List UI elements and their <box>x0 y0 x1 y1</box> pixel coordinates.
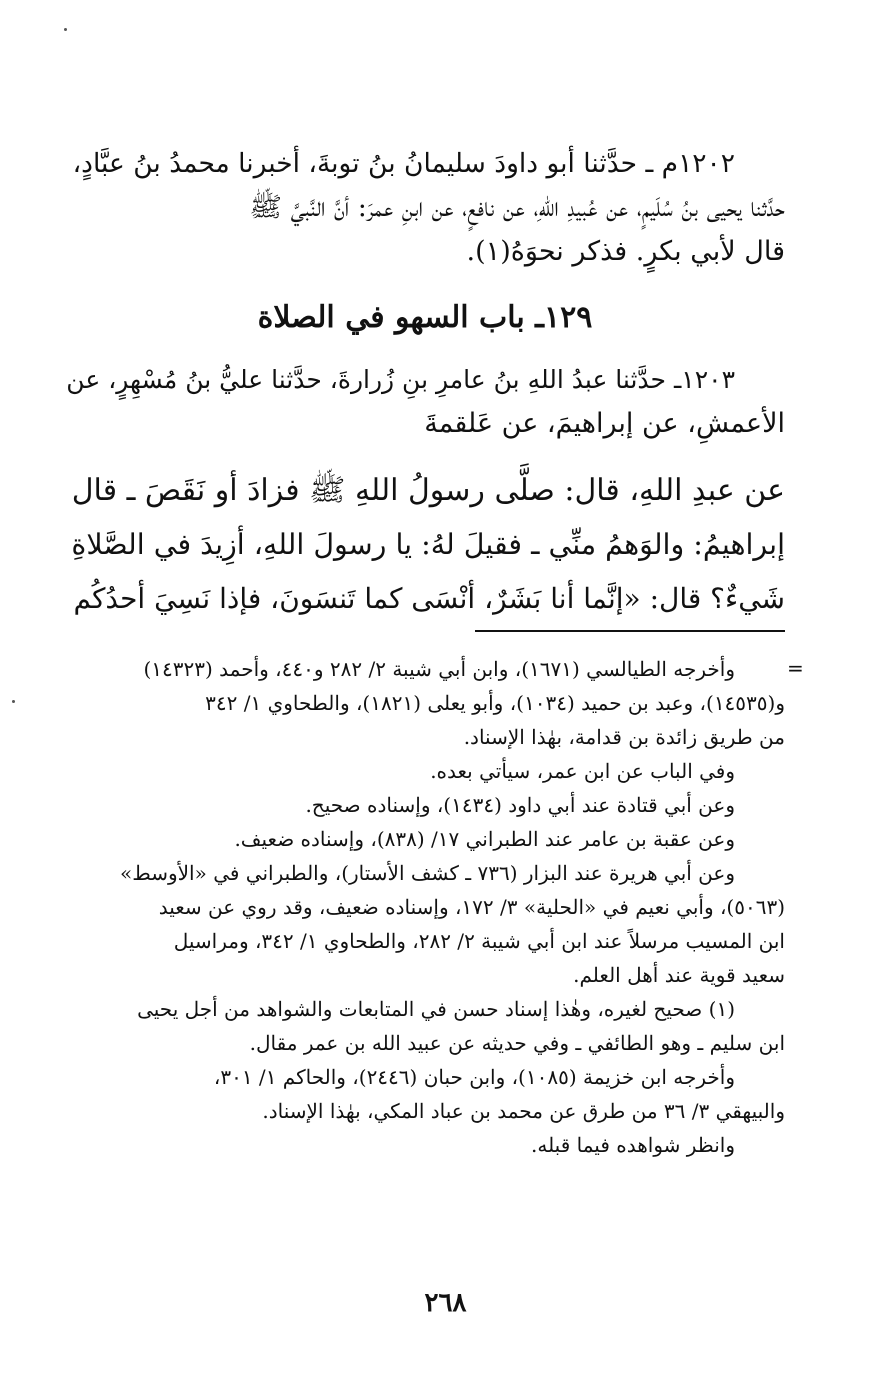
text-line: عن عبدِ اللهِ، قال: صلَّى رسولُ اللهِ ﷺ فزادَ أو نَقَصَ ـ قال <box>71 473 785 508</box>
footnotes <box>70 652 785 1162</box>
footnote-line: والبيهقي ٣/ ٣٦ من طرق عن محمد بن عباد المكي، بهٰذا الإسناد. <box>262 1099 785 1123</box>
footnote-paragraph <box>70 856 785 992</box>
chapter-heading: ١٢٩ـ باب السهو في الصلاة <box>257 300 593 335</box>
footnote-paragraph <box>70 1060 785 1128</box>
footnote-line: وعن أبي قتادة عند أبي داود (١٤٣٤)، وإسناده صحيح. <box>305 793 735 817</box>
footnote-line: وفي الباب عن ابن عمر، سيأتي بعده. <box>430 759 735 783</box>
footnote-line: (١) صحيح لغيره، وهٰذا إسناد حسن في المتابعات والشواهد من أجل يحيى <box>137 997 735 1021</box>
footnote-paragraph <box>70 992 785 1060</box>
footnote-line: وأخرجه الطيالسي (١٦٧١)، وابن أبي شيبة ٢/ ٢٨٢ و٤٤٠، وأحمد (١٤٣٢٣) <box>143 657 735 681</box>
footnote-continuation-mark: = <box>787 656 804 680</box>
footnote-separator <box>475 630 785 632</box>
footnote-paragraph <box>70 788 785 822</box>
footnote-paragraph <box>70 1128 785 1162</box>
footnote-line: وانظر شواهده فيما قبله. <box>530 1133 735 1157</box>
text-line: ١٢٠٢م ـ حدَّثنا أبو داودَ سليمانُ بنُ توبةَ، أخبرنا محمدُ بنُ عبَّادٍ، <box>72 148 735 179</box>
text-line: إبراهيمُ: والوَهمُ منِّي ـ فقيلَ لهُ: يا رسولَ اللهِ، أزِيدَ في الصَّلاةِ <box>71 528 785 561</box>
footnote-line: ابن سليم ـ وهو الطائفي ـ وفي حديثه عن عبيد الله بن عمر مقال. <box>249 1031 785 1055</box>
footnote-line: (٥٠٦٣)، وأبي نعيم في «الحلية» ٣/ ١٧٢، وإسناده ضعيف، وقد روي عن سعيد <box>158 895 785 919</box>
scan-speck <box>64 28 67 31</box>
text-line: حدَّثنا يحيى بنُ سُلَيمٍ، عن عُبيدِ اللهِ، عن نافعٍ، عن ابنِ عمرَ: أنَّ النَّبيَّ ﷺ <box>249 192 785 223</box>
text-line: شَيءٌ؟ قال: «إنَّما أنا بَشَرٌ، أنْسَى كما تَنسَونَ، فإذا نَسِيَ أحدُكُم <box>73 582 785 615</box>
footnote-line: وأخرجه ابن خزيمة (١٠٨٥)، وابن حبان (٢٤٤٦)، والحاكم ١/ ٣٠١، <box>213 1065 735 1089</box>
footnote-line: وعن أبي هريرة عند البزار (٧٣٦ ـ كشف الأستار)، والطبراني في «الأوسط» <box>120 861 735 885</box>
footnote-line: سعيد قوية عند أهل العلم. <box>573 963 785 987</box>
hadith-1202 <box>65 142 785 274</box>
footnote-paragraph <box>70 754 785 788</box>
footnote-line: ابن المسيب مرسلاً عند ابن أبي شيبة ٢/ ٢٨٢، والطحاوي ١/ ٣٤٢، ومراسيل <box>173 929 785 953</box>
footnote-line: و(١٤٥٣٥)، وعبد بن حميد (١٠٣٤)، وأبو يعلى (١٨٢١)، والطحاوي ١/ ٣٤٢ <box>205 691 785 715</box>
footnote-paragraph <box>70 652 785 754</box>
hadith-1203-matn <box>65 464 785 626</box>
footnote-paragraph <box>70 822 785 856</box>
footnote-line: من طريق زائدة بن قدامة، بهٰذا الإسناد. <box>463 725 785 749</box>
text-line: قال لأبي بكرٍ. فذكر نحوَهُ(١). <box>466 236 785 267</box>
text-line: ١٢٠٣ـ حدَّثنا عبدُ اللهِ بنُ عامرِ بنِ زُرارةَ، حدَّثنا عليُّ بنُ مُسْهِرٍ، عن <box>66 365 735 394</box>
footnote-line: وعن عقبة بن عامر عند الطبراني ١٧/ (٨٣٨)، وإسناده ضعيف. <box>234 827 735 851</box>
hadith-1203-isnad <box>65 358 785 446</box>
scan-speck <box>12 700 15 703</box>
page-number: ٢٦٨ <box>424 1288 467 1318</box>
text-line: الأعمشِ، عن إبراهيمَ، عن عَلقمةَ <box>424 408 785 439</box>
